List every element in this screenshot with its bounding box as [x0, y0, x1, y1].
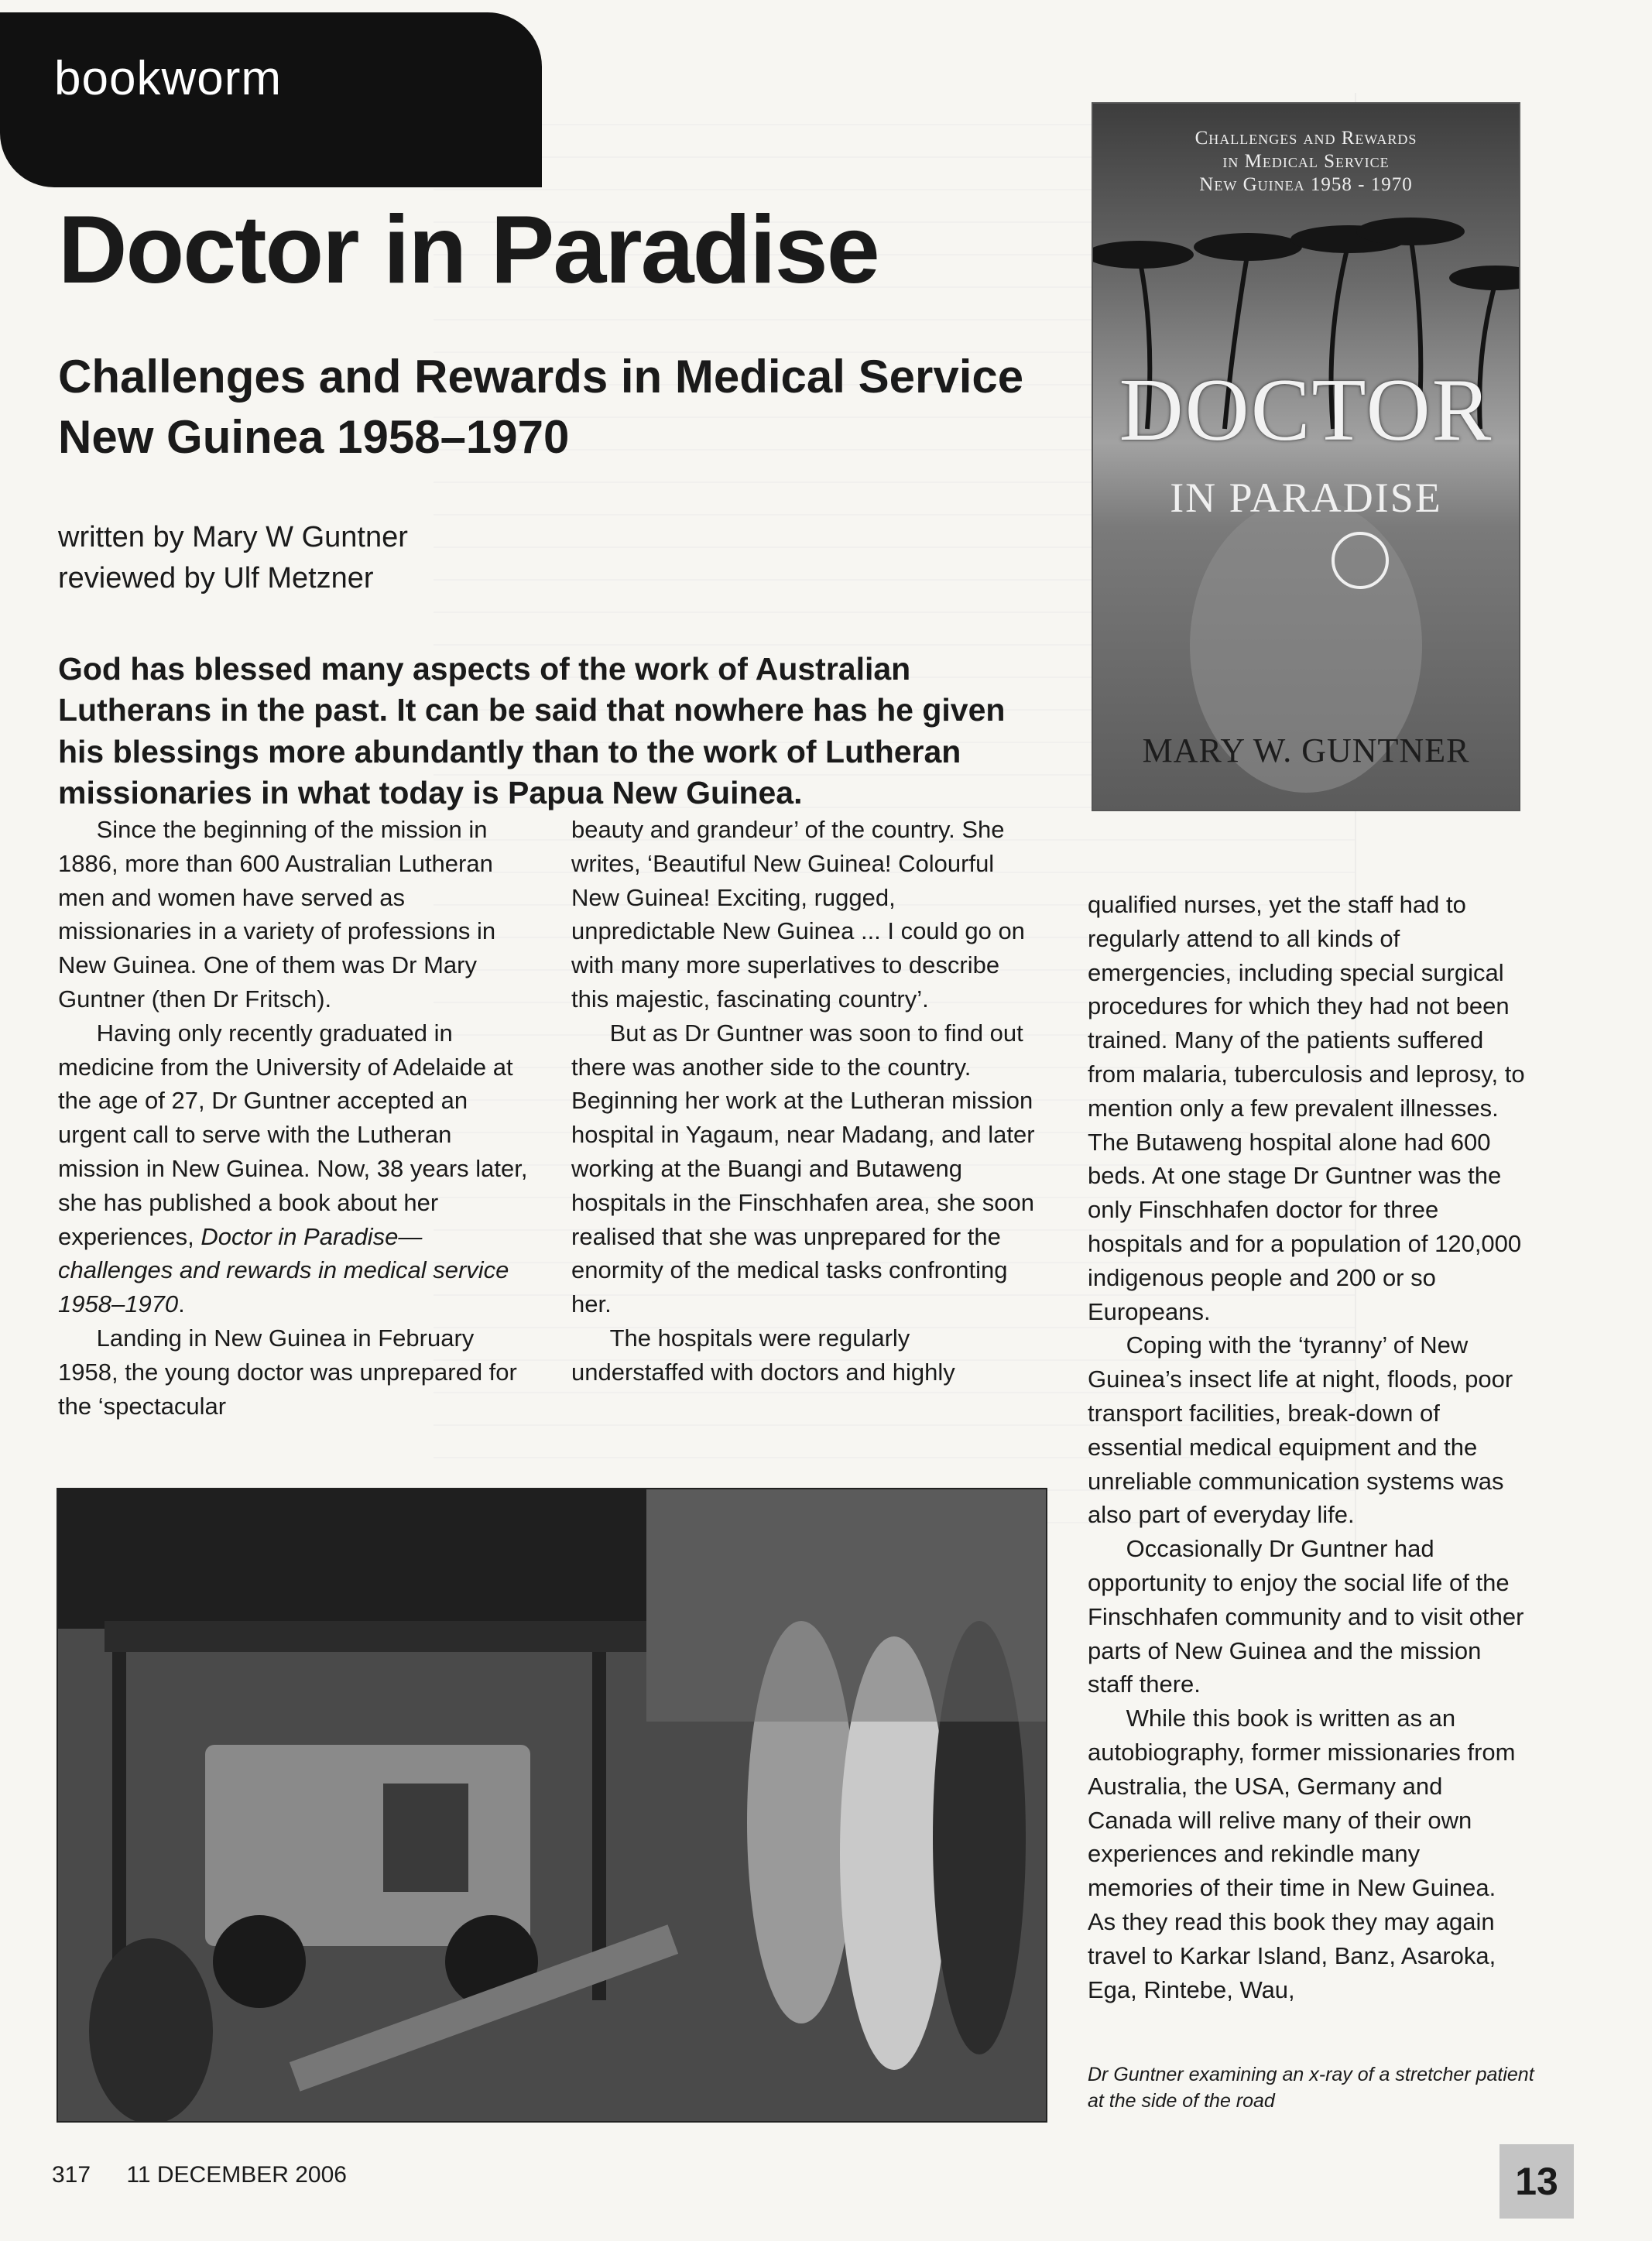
subtitle-line-2: New Guinea 1958–1970: [58, 411, 570, 463]
paragraph: While this book is written as an autobiography, former missionaries from Australia, the USA, Germany and Canada will relive many of their own experiences and rekindle many memories of their time in New Guinea. As they read this book they may again travel to Karkar Island, Banz, Asaroka, Ega, Rintebe, Wau,: [1088, 1705, 1516, 2003]
photo-caption: Dr Guntner examining an x-ray of a stretcher patient at the side of the road: [1088, 2064, 1534, 2112]
paragraph: Having only recently graduated in medicine from the University of Adelaide at the age of 27, Dr Guntner accepted an urgent call to serve with the Lutheran mission in New Guinea. Now, 38 years later, she has published a book about her experiences, Doctor in Paradise—challenges and rewards in medical service 1958–1970.: [58, 1019, 528, 1318]
jeep-stretcher-photo: [57, 1488, 1047, 2123]
paragraph: qualified nurses, yet the staff had to regularly attend to all kinds of emergencies, including special surgical procedures for which they had not been trained. Many of the patients suffered from malaria, tuberculosis and leprosy, to mention only a few prevalent illnesses. The Butaweng hospital alone had 600 beds. At one stage Dr Guntner was the only Finschhafen doctor for three hospitals and for a population of 120,000 indigenous people and 200 or so Europeans.: [1088, 891, 1525, 1325]
article-column-1: [58, 813, 529, 1423]
paragraph: Since the beginning of the mission in 1886, more than 600 Australian Lutheran men and women have served as missionaries in a variety of professions in New Guinea. One of them was Dr Mary Guntner (then Dr Fritsch).: [58, 816, 496, 1013]
byline-reviewer: reviewed by Ulf Metzner: [58, 562, 374, 595]
byline-author: written by Mary W Guntner: [58, 521, 408, 553]
byline: [58, 517, 408, 599]
article-subtitle: [58, 347, 1064, 468]
paragraph: Coping with the ‘tyranny’ of New Guinea’s insect life at night, floods, poor transport facilities, break-down of essential medical equipment and the unreliable communication systems was also part of everyday life.: [1088, 1331, 1513, 1529]
issue-number: 317: [52, 2162, 91, 2188]
paragraph: The hospitals were regularly understaffed with doctors and highly: [571, 1324, 955, 1386]
paragraph: But as Dr Guntner was soon to find out there was another side to the country. Beginning her work at the Lutheran mission hospital in Yagaum, near Madang, and later working at the Buangi and Butaweng hospitals in the Finschhafen area, she soon realised that she was unprepared for the enormity of the medical tasks confronting her.: [571, 1019, 1035, 1318]
article-title: Doctor in Paradise: [58, 197, 879, 303]
book-cover-subtitle: IN PARADISE: [1170, 475, 1442, 521]
section-tab: [0, 12, 542, 187]
paragraph: beauty and grandeur’ of the country. She writes, ‘Beautiful New Guinea! Colourful New Guinea! Exciting, rugged, unpredictable New Guinea ... I could go on with many more superlatives to describe this majestic, fascinating country’.: [571, 816, 1025, 1013]
article-column-3: [1088, 888, 1525, 2006]
article-column-2: [571, 813, 1036, 1389]
book-cover-image: [1092, 102, 1520, 811]
paragraph: Landing in New Guinea in February 1958, the young doctor was unprepared for the ‘spectacular: [58, 1324, 517, 1420]
page-number: 13: [1499, 2144, 1574, 2219]
lead-paragraph: God has blessed many aspects of the work of Australian Lutherans in the past. It can be said that nowhere has he given his blessings more abundantly than to the work of Lutheran missionaries in what today is Papua New Guinea.: [58, 651, 1006, 810]
book-cover-title: DOCTOR: [1119, 361, 1493, 459]
book-title-reference: Doctor in Paradise—challenges and rewards in medical service 1958–1970: [58, 1222, 509, 1318]
book-cover-series: Challenges and Rewards in Medical Service New Guinea 1958 - 1970: [1194, 128, 1417, 195]
page-footer: [52, 2162, 376, 2188]
section-label: bookworm: [54, 52, 282, 105]
issue-date: 11 DECEMBER 2006: [126, 2162, 347, 2188]
subtitle-line-1: Challenges and Rewards in Medical Service: [58, 351, 1024, 403]
book-cover-author: MARY W. GUNTNER: [1142, 732, 1470, 769]
paragraph: Occasionally Dr Guntner had opportunity to enjoy the social life of the Finschhafen community and to visit other parts of New Guinea and the mission staff there.: [1088, 1535, 1524, 1698]
